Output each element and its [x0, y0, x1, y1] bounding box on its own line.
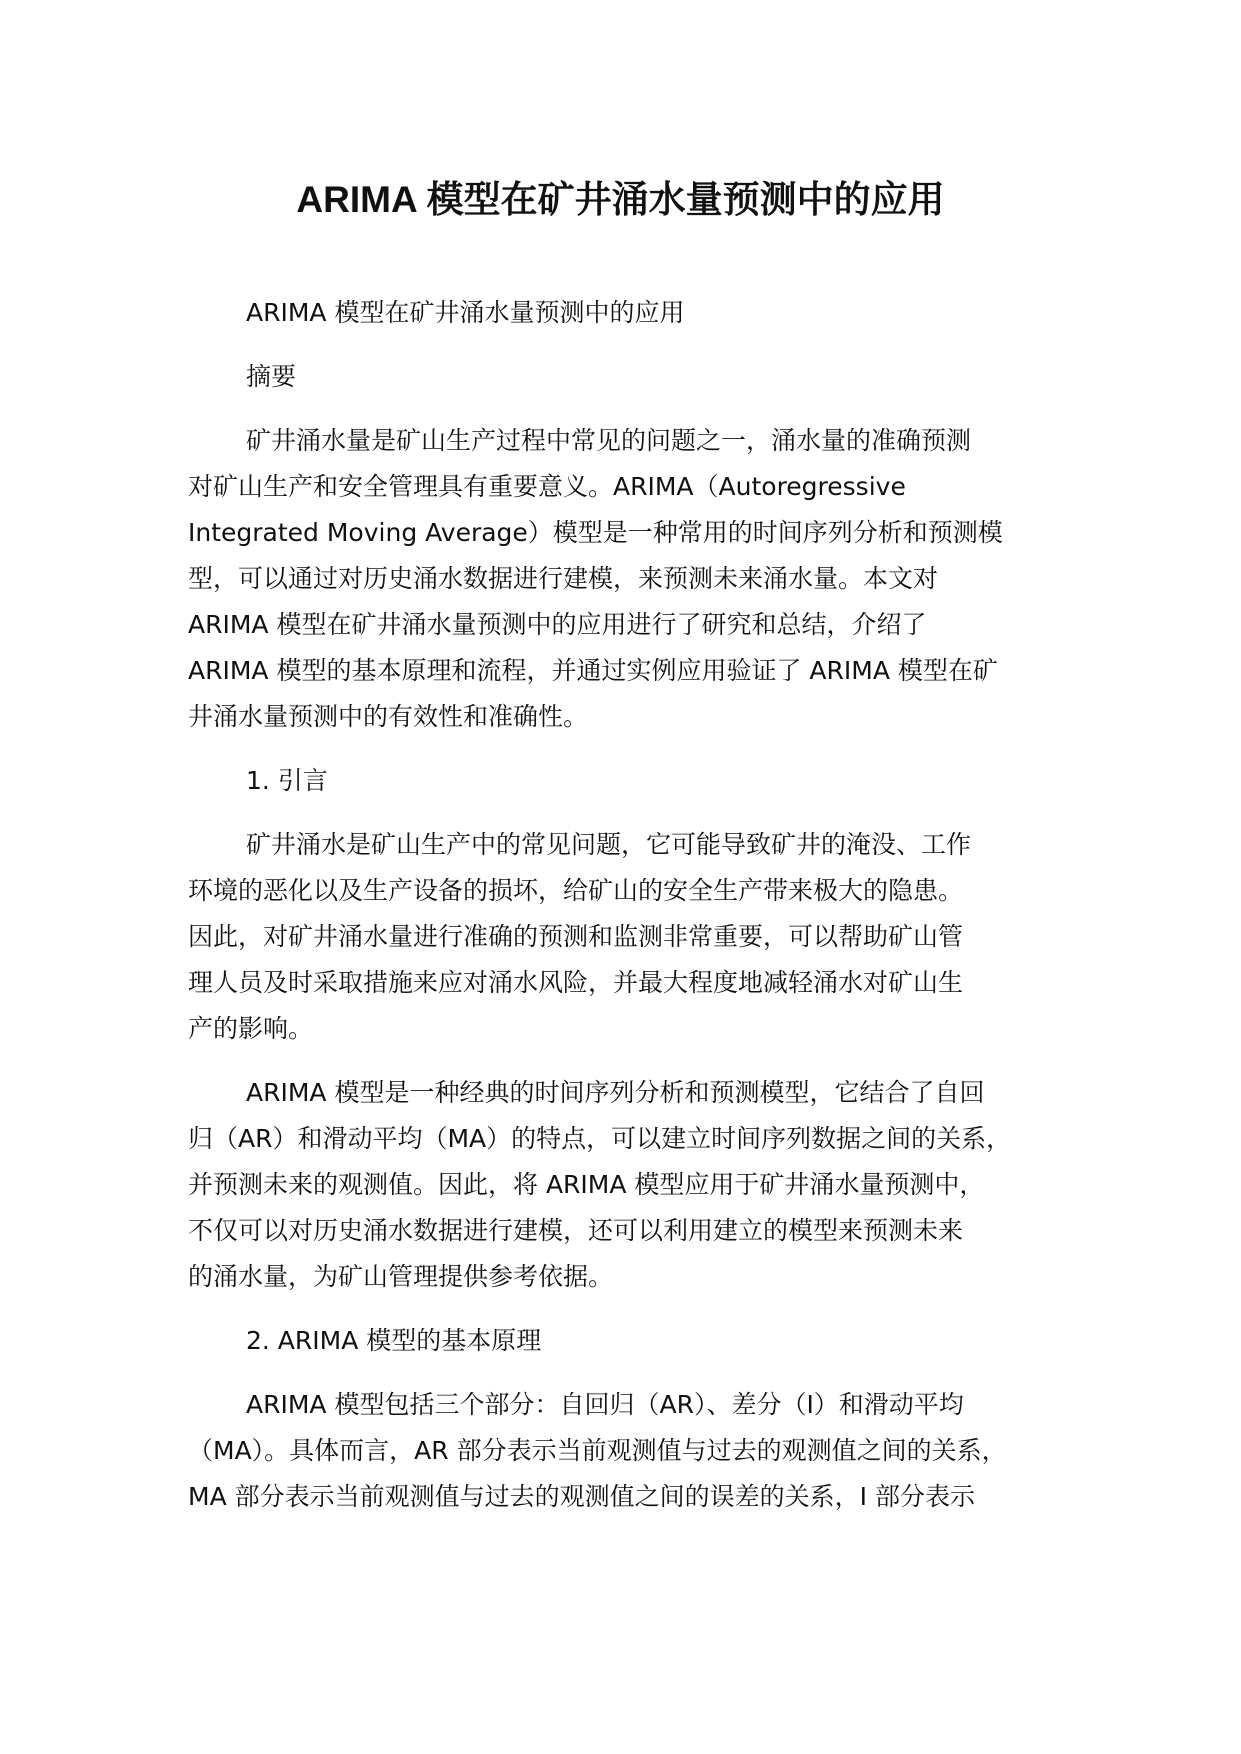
paragraph-gap	[188, 1364, 1088, 1382]
text-line: 摘要	[246, 362, 297, 391]
paragraph-gap	[188, 336, 1088, 354]
text-line: ARIMA 模型的基本原理和流程，并通过实例应用验证了 ARIMA 模型在矿	[188, 656, 998, 685]
paragraph-gap	[188, 740, 1088, 758]
text-line: 产的影响。	[188, 1014, 314, 1043]
text-line: 不仅可以对历史涌水数据进行建模，还可以利用建立的模型来预测未来	[188, 1216, 964, 1245]
paragraph-gap	[188, 1052, 1088, 1070]
text-line: MA 部分表示当前观测值与过去的观测值之间的误差的关系，I 部分表示	[188, 1482, 975, 1511]
text-line: ARIMA 模型在矿井涌水量预测中的应用	[246, 298, 685, 327]
text-line: 环境的恶化以及生产设备的损坏，给矿山的安全生产带来极大的隐患。	[188, 876, 964, 905]
paragraph-abstract-heading	[188, 354, 1088, 400]
paragraph-abstract-body	[188, 418, 1088, 740]
paragraph-gap	[188, 1300, 1088, 1318]
text-line: ARIMA 模型包括三个部分：自回归（AR）、差分（I）和滑动平均	[246, 1390, 964, 1419]
paragraph-section-1-p1	[188, 822, 1088, 1052]
text-line: 型，可以通过对历史涌水数据进行建模，来预测未来涌水量。本文对	[188, 564, 939, 593]
text-line: 因此，对矿井涌水量进行准确的预测和监测非常重要，可以帮助矿山管	[188, 922, 964, 951]
paragraph-section-2-p1	[188, 1382, 1088, 1520]
text-line: 1. 引言	[246, 766, 328, 795]
paragraph-subtitle	[188, 290, 1088, 336]
text-line: （MA）。具体而言，AR 部分表示当前观测值与过去的观测值之间的关系，	[188, 1436, 1007, 1465]
text-line: 矿井涌水量是矿山生产过程中常见的问题之一，涌水量的准确预测	[246, 426, 972, 455]
paragraph-section-1-p2	[188, 1070, 1088, 1300]
text-line: 矿井涌水是矿山生产中的常见问题，它可能导致矿井的淹没、工作	[246, 830, 972, 859]
text-line: 的涌水量，为矿山管理提供参考依据。	[188, 1262, 614, 1291]
text-line: ARIMA 模型是一种经典的时间序列分析和预测模型，它结合了自回	[246, 1078, 985, 1107]
text-line: 对矿山生产和安全管理具有重要意义。ARIMA（Autoregressive	[188, 472, 906, 501]
paragraph-section-1-heading	[188, 758, 1088, 804]
paragraph-gap	[188, 804, 1088, 822]
document-title: ARIMA 模型在矿井涌水量预测中的应用	[296, 179, 945, 220]
paragraph-section-2-heading	[188, 1318, 1088, 1364]
document-body	[188, 290, 1088, 1520]
text-line: 2. ARIMA 模型的基本原理	[246, 1326, 542, 1355]
text-line: 理人员及时采取措施来应对涌水风险，并最大程度地减轻涌水对矿山生	[188, 968, 964, 997]
text-line: 归（AR）和滑动平均（MA）的特点，可以建立时间序列数据之间的关系，	[188, 1124, 1012, 1153]
paragraph-gap	[188, 400, 1088, 418]
text-line: 并预测未来的观测值。因此，将 ARIMA 模型应用于矿井涌水量预测中，	[188, 1170, 985, 1199]
text-line: 井涌水量预测中的有效性和准确性。	[188, 702, 589, 731]
text-line: ARIMA 模型在矿井涌水量预测中的应用进行了研究和总结，介绍了	[188, 610, 927, 639]
text-line: Integrated Moving Average）模型是一种常用的时间序列分析和预测模	[188, 518, 1003, 547]
